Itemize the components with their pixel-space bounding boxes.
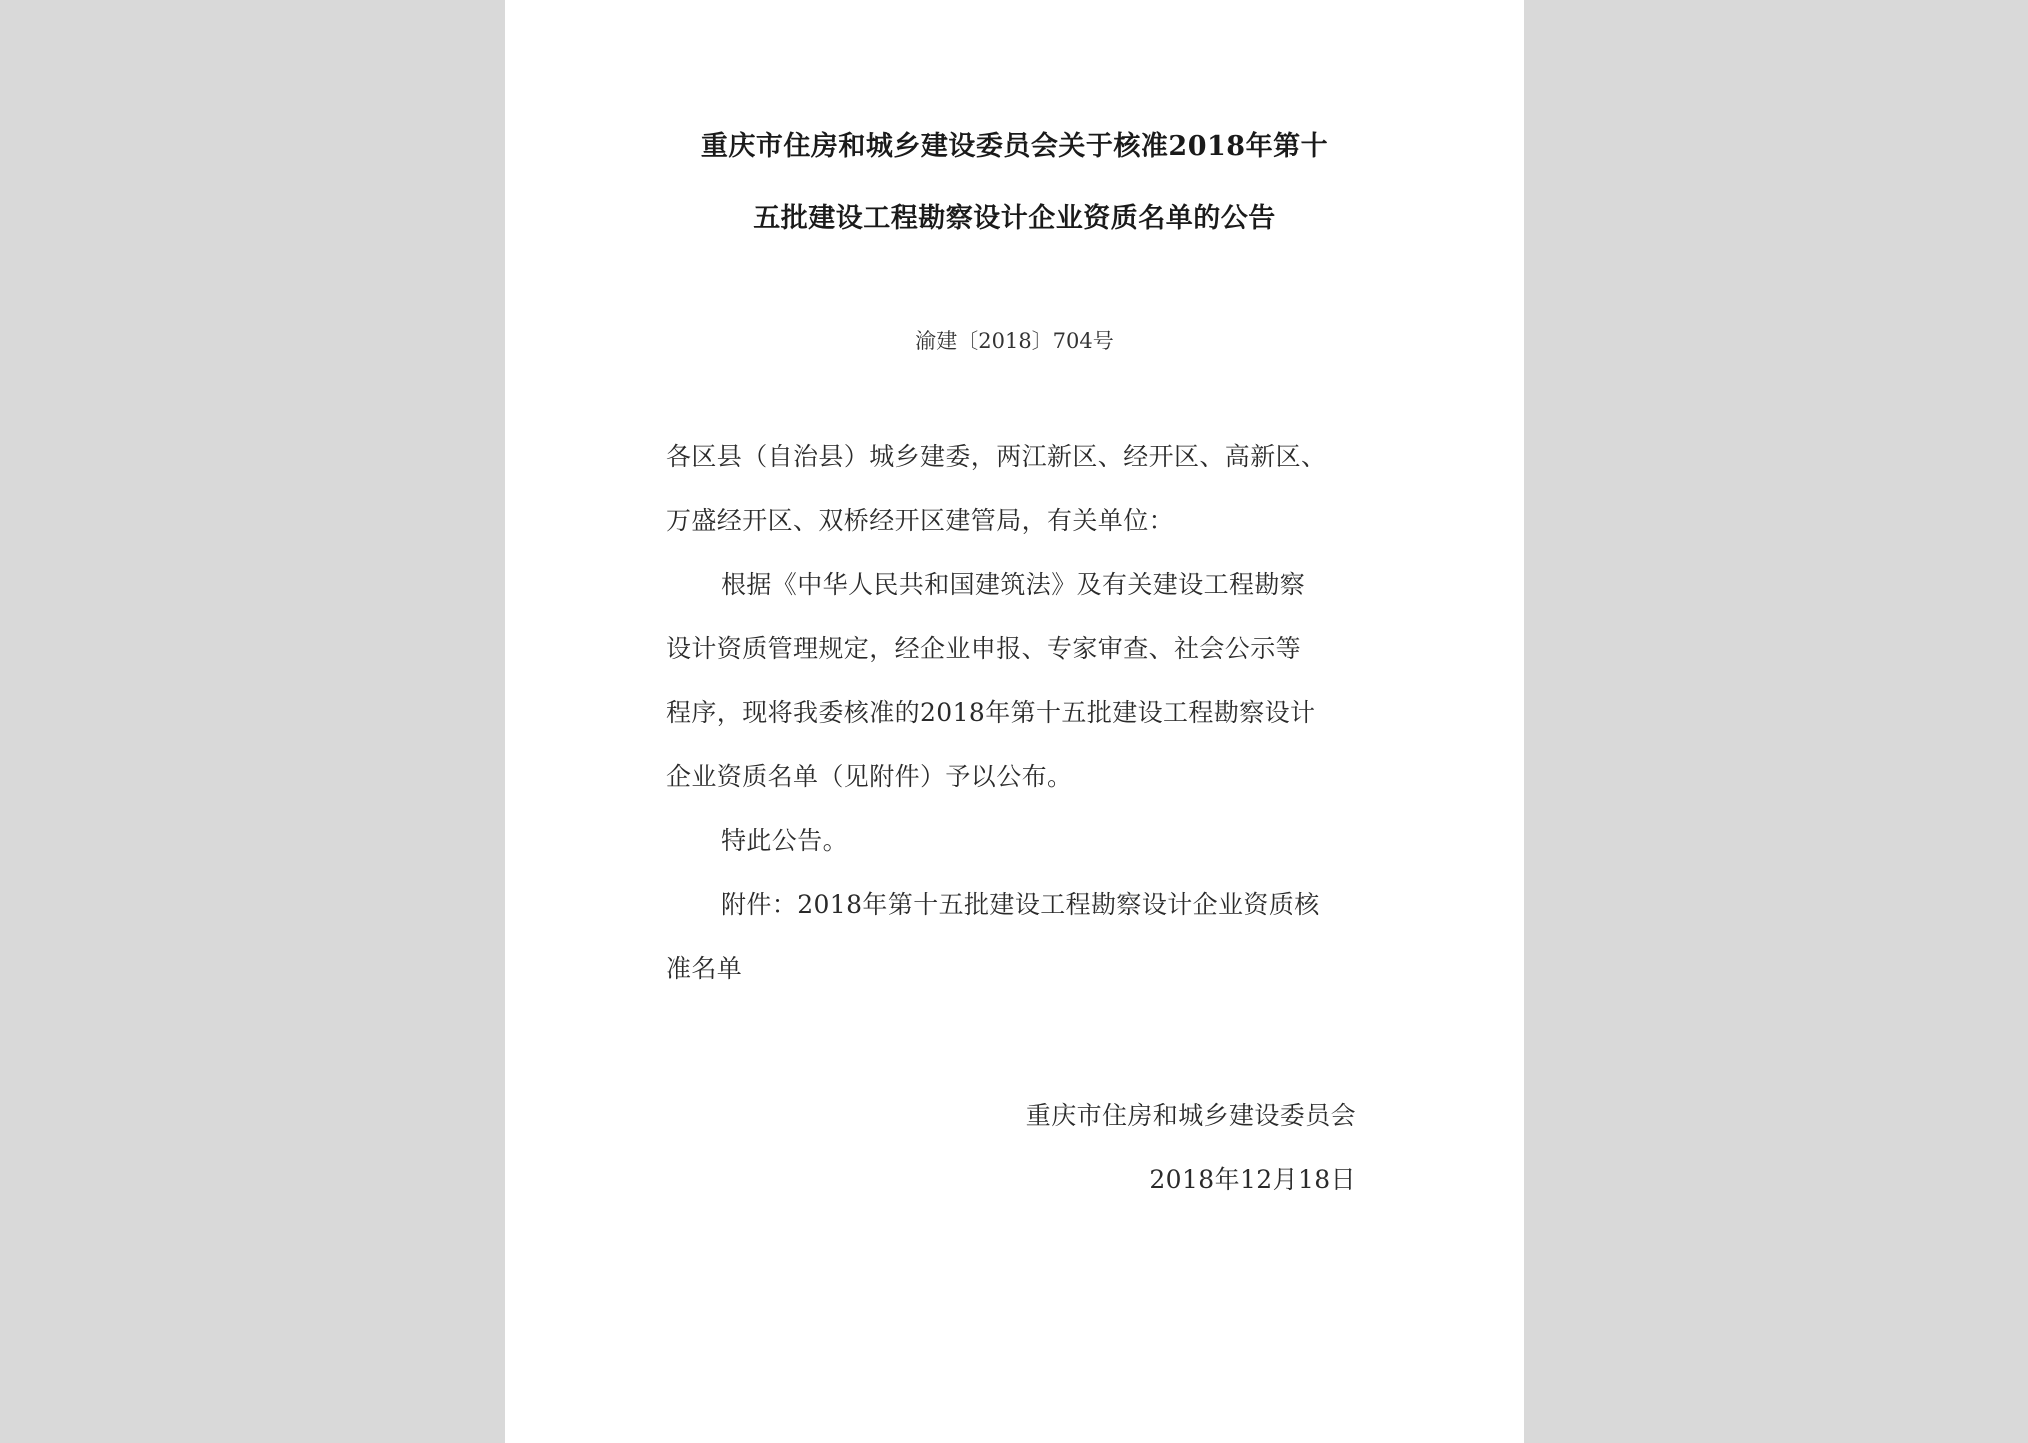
body-line-4: 企业资质名单（见附件）予以公布。	[666, 762, 1073, 791]
body-line-3: 程序，现将我委核准的2018年第十五批建设工程勘察设计	[666, 698, 1316, 727]
body-line-2: 设计资质管理规定，经企业申报、专家审查、社会公示等	[666, 634, 1302, 663]
body-line-1: 根据《中华人民共和国建筑法》及有关建设工程勘察	[721, 570, 1306, 599]
document-number: 渝建〔2018〕704号	[915, 329, 1114, 353]
page-content	[505, 0, 1524, 1443]
addressee-line-2: 万盛经开区、双桥经开区建管局，有关单位：	[666, 506, 1175, 535]
signature-organization: 重庆市住房和城乡建设委员会	[1025, 1101, 1356, 1130]
closing-statement: 特此公告。	[721, 826, 849, 855]
attachment-line-2: 准名单	[666, 954, 743, 983]
document-page	[505, 0, 1524, 1443]
document-title-line-1: 重庆市住房和城乡建设委员会关于核准2018年第十	[700, 131, 1329, 162]
signature-date: 2018年12月18日	[1149, 1165, 1356, 1194]
attachment-line-1: 附件：2018年第十五批建设工程勘察设计企业资质核	[721, 890, 1320, 919]
addressee-line-1: 各区县（自治县）城乡建委，两江新区、经开区、高新区、	[666, 442, 1327, 471]
document-title-line-2: 五批建设工程勘察设计企业资质名单的公告	[753, 203, 1276, 234]
